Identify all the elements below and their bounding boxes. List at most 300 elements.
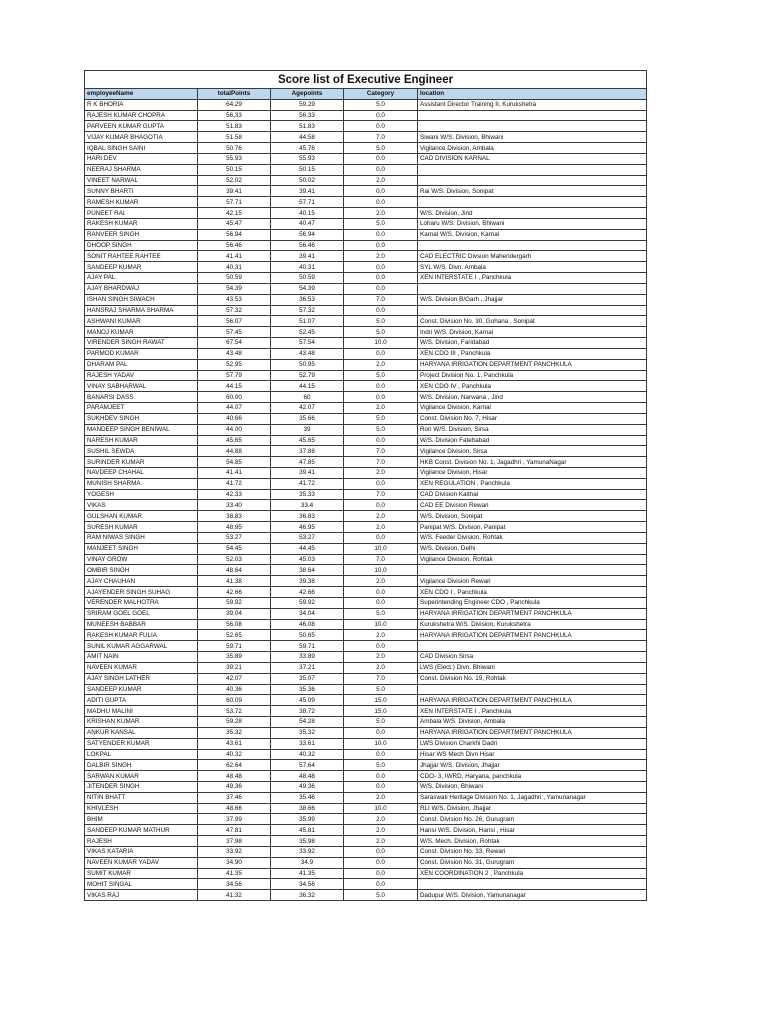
cell-total-points: 56.94 bbox=[198, 229, 271, 240]
table-row bbox=[85, 738, 647, 749]
cell-age-points: 57.32 bbox=[271, 305, 344, 316]
cell-employee-name: MANDEEP SINGH BENIWAL bbox=[85, 424, 198, 435]
cell-age-points: 53.27 bbox=[271, 532, 344, 543]
cell-total-points: 42.15 bbox=[198, 208, 271, 219]
cell-total-points: 41.32 bbox=[198, 890, 271, 901]
cell-age-points: 39.41 bbox=[271, 467, 344, 478]
cell-age-points: 42.66 bbox=[271, 587, 344, 598]
cell-employee-name: AJAY SINGH LATHER bbox=[85, 673, 198, 684]
cell-age-points: 35.46 bbox=[271, 792, 344, 803]
table-row bbox=[85, 240, 647, 251]
table-row bbox=[85, 782, 647, 793]
cell-total-points: 37.99 bbox=[198, 814, 271, 825]
cell-location: CDO- 3, IWRD, Haryana, panchkula bbox=[418, 771, 647, 782]
cell-age-points: 49.36 bbox=[271, 782, 344, 793]
cell-category: 0.0 bbox=[344, 641, 418, 652]
cell-employee-name: VERENDER MALHOTRA bbox=[85, 597, 198, 608]
cell-age-points: 56.46 bbox=[271, 240, 344, 251]
cell-employee-name: RAJESH bbox=[85, 836, 198, 847]
cell-location: W/S. Division Fatehabad bbox=[418, 435, 647, 446]
table-row bbox=[85, 890, 647, 901]
table-row bbox=[85, 760, 647, 771]
table-row bbox=[85, 413, 647, 424]
cell-location: Const. Division No. 30, Gohana , Sonipat bbox=[418, 316, 647, 327]
cell-age-points: 44.58 bbox=[271, 132, 344, 143]
cell-employee-name: RAM NIWAS SINGH bbox=[85, 532, 198, 543]
cell-location: XEN INTERSTATE I , Panchkula bbox=[418, 706, 647, 717]
cell-age-points: 45.03 bbox=[271, 554, 344, 565]
table-row bbox=[85, 619, 647, 630]
cell-employee-name: SANDEEP KUMAR bbox=[85, 262, 198, 273]
cell-category: 10.0 bbox=[344, 543, 418, 554]
cell-category: 0.0 bbox=[344, 782, 418, 793]
table-row bbox=[85, 673, 647, 684]
cell-category: 10.0 bbox=[344, 803, 418, 814]
cell-employee-name: SARWAN KUMAR bbox=[85, 771, 198, 782]
cell-location bbox=[418, 121, 647, 132]
cell-age-points: 45.76 bbox=[271, 143, 344, 154]
cell-total-points: 64.29 bbox=[198, 99, 271, 110]
cell-category: 2.0 bbox=[344, 522, 418, 533]
cell-location: Vigilance Division, Ambala bbox=[418, 143, 647, 154]
cell-total-points: 52.95 bbox=[198, 359, 271, 370]
cell-total-points: 41.38 bbox=[198, 576, 271, 587]
table-row bbox=[85, 132, 647, 143]
cell-employee-name: SRIRAM GOEL GOEL bbox=[85, 608, 198, 619]
cell-age-points: 57.64 bbox=[271, 760, 344, 771]
cell-category: 5.0 bbox=[344, 684, 418, 695]
cell-employee-name: PARMOD KUMAR bbox=[85, 348, 198, 359]
cell-total-points: 33.40 bbox=[198, 500, 271, 511]
cell-location bbox=[418, 164, 647, 175]
table-row bbox=[85, 684, 647, 695]
cell-total-points: 40.31 bbox=[198, 262, 271, 273]
cell-employee-name: VINAY SABHARWAL bbox=[85, 381, 198, 392]
cell-location: W/S. Division, Narwana , Jind bbox=[418, 392, 647, 403]
cell-total-points: 39.04 bbox=[198, 608, 271, 619]
cell-total-points: 60.00 bbox=[198, 392, 271, 403]
cell-age-points: 37.21 bbox=[271, 662, 344, 673]
cell-category: 0.0 bbox=[344, 262, 418, 273]
cell-category: 10.0 bbox=[344, 738, 418, 749]
cell-location: W/S. Division, Faridabad bbox=[418, 338, 647, 349]
cell-total-points: 39.41 bbox=[198, 186, 271, 197]
cell-age-points: 40.32 bbox=[271, 749, 344, 760]
cell-employee-name: SANDEEP KUMAR bbox=[85, 684, 198, 695]
cell-total-points: 52.03 bbox=[198, 554, 271, 565]
table-row bbox=[85, 662, 647, 673]
cell-location: LWS Division Charkhi Dadri bbox=[418, 738, 647, 749]
table-row bbox=[85, 879, 647, 890]
cell-location: CAD DIVISION KARNAL bbox=[418, 153, 647, 164]
cell-category: 2.0 bbox=[344, 208, 418, 219]
cell-category: 0.0 bbox=[344, 153, 418, 164]
cell-category: 7.0 bbox=[344, 554, 418, 565]
table-row bbox=[85, 587, 647, 598]
sheet-title: Score list of Executive Engineer bbox=[85, 71, 647, 89]
table-row bbox=[85, 717, 647, 728]
cell-location: HARYANA IRRIGATION DEPARTMENT PANCHKULA bbox=[418, 359, 647, 370]
cell-employee-name: YOGESH bbox=[85, 489, 198, 500]
cell-age-points: 41.35 bbox=[271, 868, 344, 879]
cell-total-points: 57.45 bbox=[198, 327, 271, 338]
cell-location: CAD ELECTRIC Divsion Mahendergarh bbox=[418, 251, 647, 262]
cell-age-points: 40.47 bbox=[271, 218, 344, 229]
cell-employee-name: IQBAL SINGH SAINI bbox=[85, 143, 198, 154]
table-row bbox=[85, 175, 647, 186]
table-row bbox=[85, 262, 647, 273]
cell-age-points: 51.07 bbox=[271, 316, 344, 327]
cell-employee-name: PUNEET RAI bbox=[85, 208, 198, 219]
cell-category: 0.0 bbox=[344, 121, 418, 132]
cell-location bbox=[418, 641, 647, 652]
table-row bbox=[85, 803, 647, 814]
table-row bbox=[85, 641, 647, 652]
cell-total-points: 56.08 bbox=[198, 619, 271, 630]
cell-age-points: 52.45 bbox=[271, 327, 344, 338]
table-row bbox=[85, 695, 647, 706]
cell-category: 0.0 bbox=[344, 500, 418, 511]
cell-age-points: 35.99 bbox=[271, 814, 344, 825]
table-row bbox=[85, 121, 647, 132]
cell-location: W/S. Division, Sonipat bbox=[418, 511, 647, 522]
cell-employee-name: JITENDER SINGH bbox=[85, 782, 198, 793]
table-row bbox=[85, 208, 647, 219]
table-row bbox=[85, 186, 647, 197]
table-row bbox=[85, 846, 647, 857]
cell-age-points: 39.38 bbox=[271, 576, 344, 587]
table-row bbox=[85, 554, 647, 565]
cell-category: 0.0 bbox=[344, 197, 418, 208]
cell-employee-name: HANSRAJ SHARMA SHARMA bbox=[85, 305, 198, 316]
cell-total-points: 48.95 bbox=[198, 522, 271, 533]
cell-total-points: 57.79 bbox=[198, 370, 271, 381]
cell-total-points: 37.46 bbox=[198, 792, 271, 803]
cell-employee-name: SUMIT KUMAR bbox=[85, 868, 198, 879]
cell-location: Vigilance Division, Karnal bbox=[418, 403, 647, 414]
cell-employee-name: VINEET NARWAL bbox=[85, 175, 198, 186]
table-row bbox=[85, 305, 647, 316]
cell-total-points: 59.92 bbox=[198, 597, 271, 608]
cell-location: Project Division No. 1, Panchkula bbox=[418, 370, 647, 381]
cell-total-points: 57.71 bbox=[198, 197, 271, 208]
cell-location: LWS (Elect.) Divn. Bhiwani bbox=[418, 662, 647, 673]
table-row bbox=[85, 403, 647, 414]
cell-total-points: 44.00 bbox=[198, 424, 271, 435]
cell-age-points: 45.81 bbox=[271, 825, 344, 836]
cell-location: Jhajjar W/S. Division, Jhajjar bbox=[418, 760, 647, 771]
cell-total-points: 41.41 bbox=[198, 251, 271, 262]
cell-category: 2.0 bbox=[344, 403, 418, 414]
table-row bbox=[85, 153, 647, 164]
cell-category: 0.0 bbox=[344, 868, 418, 879]
cell-age-points: 40.31 bbox=[271, 262, 344, 273]
cell-employee-name: NARESH KUMAR bbox=[85, 435, 198, 446]
cell-category: 0.0 bbox=[344, 587, 418, 598]
cell-age-points: 34.9 bbox=[271, 857, 344, 868]
cell-age-points: 55.93 bbox=[271, 153, 344, 164]
cell-location bbox=[418, 565, 647, 576]
cell-employee-name: NAVEEN KUMAR bbox=[85, 662, 198, 673]
cell-location: W/S. Feeder Division, Rohtak bbox=[418, 532, 647, 543]
table-row bbox=[85, 792, 647, 803]
cell-age-points: 56.94 bbox=[271, 229, 344, 240]
table-row bbox=[85, 348, 647, 359]
cell-location: RLI W/S. Division, Jhajjar bbox=[418, 803, 647, 814]
cell-age-points: 40.15 bbox=[271, 208, 344, 219]
cell-location: CAD Division Kaithal bbox=[418, 489, 647, 500]
cell-category: 2.0 bbox=[344, 814, 418, 825]
cell-location bbox=[418, 879, 647, 890]
cell-total-points: 56.33 bbox=[198, 110, 271, 121]
cell-employee-name: NAVEEN KUMAR YADAV bbox=[85, 857, 198, 868]
cell-category: 7.0 bbox=[344, 294, 418, 305]
cell-total-points: 39.21 bbox=[198, 662, 271, 673]
cell-total-points: 35.89 bbox=[198, 652, 271, 663]
table-row bbox=[85, 143, 647, 154]
table-row bbox=[85, 706, 647, 717]
cell-location: Vigilance Division Rewari bbox=[418, 576, 647, 587]
cell-category: 5.0 bbox=[344, 327, 418, 338]
cell-location: Hisar WS Mech Divn Hisar bbox=[418, 749, 647, 760]
cell-location: XEN CDO IV , Panchkula bbox=[418, 381, 647, 392]
cell-location: Ambala W/S. Division, Ambala bbox=[418, 717, 647, 728]
cell-employee-name: OMBIR SINGH bbox=[85, 565, 198, 576]
cell-location: Vigilance Division, Hisar bbox=[418, 467, 647, 478]
cell-category: 2.0 bbox=[344, 792, 418, 803]
table-row bbox=[85, 489, 647, 500]
cell-employee-name: AJAY CHAUHAN bbox=[85, 576, 198, 587]
cell-category: 5.0 bbox=[344, 717, 418, 728]
cell-total-points: 50.15 bbox=[198, 164, 271, 175]
cell-category: 2.0 bbox=[344, 825, 418, 836]
cell-total-points: 43.53 bbox=[198, 294, 271, 305]
cell-employee-name: MADHU MALINI bbox=[85, 706, 198, 717]
cell-age-points: 59.92 bbox=[271, 597, 344, 608]
cell-age-points: 50.15 bbox=[271, 164, 344, 175]
cell-age-points: 45.65 bbox=[271, 435, 344, 446]
cell-total-points: 56.46 bbox=[198, 240, 271, 251]
cell-employee-name: MOHIT SINGAL bbox=[85, 879, 198, 890]
cell-location: Const. Division No. 33, Rewari bbox=[418, 846, 647, 857]
cell-total-points: 55.93 bbox=[198, 153, 271, 164]
cell-category: 5.0 bbox=[344, 608, 418, 619]
cell-employee-name: SUKHDEV SINGH bbox=[85, 413, 198, 424]
cell-total-points: 56.07 bbox=[198, 316, 271, 327]
cell-total-points: 41.35 bbox=[198, 868, 271, 879]
table-row bbox=[85, 630, 647, 641]
cell-location: Loharu W/S. Division, Bhiwani bbox=[418, 218, 647, 229]
cell-category: 2.0 bbox=[344, 251, 418, 262]
cell-employee-name: DHARAM PAL bbox=[85, 359, 198, 370]
cell-total-points: 47.81 bbox=[198, 825, 271, 836]
column-header-age-points: Agepoints bbox=[271, 89, 344, 100]
cell-employee-name: AJAYENDER SINGH SUHAG bbox=[85, 587, 198, 598]
cell-location: Vigilance Division, Sirsa bbox=[418, 446, 647, 457]
cell-age-points: 34.04 bbox=[271, 608, 344, 619]
table-row bbox=[85, 392, 647, 403]
cell-location: CAD Division Sirsa bbox=[418, 652, 647, 663]
table-row bbox=[85, 500, 647, 511]
cell-category: 2.0 bbox=[344, 359, 418, 370]
cell-category: 5.0 bbox=[344, 316, 418, 327]
table-row bbox=[85, 229, 647, 240]
cell-age-points: 35.33 bbox=[271, 489, 344, 500]
cell-category: 0.0 bbox=[344, 240, 418, 251]
table-row bbox=[85, 446, 647, 457]
cell-location: W/S. Division B/Garh , Jhajjar bbox=[418, 294, 647, 305]
cell-employee-name: RAJESH YADAV bbox=[85, 370, 198, 381]
cell-total-points: 53.27 bbox=[198, 532, 271, 543]
table-row bbox=[85, 836, 647, 847]
cell-age-points: 51.83 bbox=[271, 121, 344, 132]
cell-location: HARYANA IRRIGATION DEPARTMENT PANCHKULA bbox=[418, 608, 647, 619]
cell-age-points: 57.71 bbox=[271, 197, 344, 208]
cell-age-points: 57.54 bbox=[271, 338, 344, 349]
cell-age-points: 46.08 bbox=[271, 619, 344, 630]
cell-age-points: 39.41 bbox=[271, 186, 344, 197]
cell-total-points: 34.56 bbox=[198, 879, 271, 890]
cell-category: 2.0 bbox=[344, 576, 418, 587]
cell-location: SYL W/S. Divn. Ambala bbox=[418, 262, 647, 273]
table-row bbox=[85, 99, 647, 110]
cell-category: 7.0 bbox=[344, 446, 418, 457]
cell-age-points: 33.92 bbox=[271, 846, 344, 857]
cell-employee-name: SATYENDER KUMAR bbox=[85, 738, 198, 749]
table-row bbox=[85, 814, 647, 825]
table-row bbox=[85, 424, 647, 435]
cell-employee-name: PARAMJEET bbox=[85, 403, 198, 414]
cell-total-points: 57.32 bbox=[198, 305, 271, 316]
table-row bbox=[85, 467, 647, 478]
cell-total-points: 43.48 bbox=[198, 348, 271, 359]
cell-age-points: 33.61 bbox=[271, 738, 344, 749]
table-row bbox=[85, 532, 647, 543]
cell-employee-name: SUSHIL SEWDA bbox=[85, 446, 198, 457]
cell-total-points: 37.98 bbox=[198, 836, 271, 847]
cell-location: Superintending Engineer CDO , Panchkula bbox=[418, 597, 647, 608]
cell-employee-name: DHOOP SINGH bbox=[85, 240, 198, 251]
table-row bbox=[85, 522, 647, 533]
cell-category: 7.0 bbox=[344, 132, 418, 143]
cell-total-points: 41.72 bbox=[198, 478, 271, 489]
table-row bbox=[85, 273, 647, 284]
cell-age-points: 36.32 bbox=[271, 890, 344, 901]
cell-employee-name: MANJEET SINGH bbox=[85, 543, 198, 554]
cell-employee-name: VINAY GROW bbox=[85, 554, 198, 565]
cell-category: 7.0 bbox=[344, 673, 418, 684]
cell-age-points: 35.36 bbox=[271, 684, 344, 695]
cell-location bbox=[418, 197, 647, 208]
cell-employee-name: RAJESH KUMAR CHOPRA bbox=[85, 110, 198, 121]
table-row bbox=[85, 359, 647, 370]
cell-total-points: 50.76 bbox=[198, 143, 271, 154]
cell-location: Siwani W/S. Division, Bhiwani bbox=[418, 132, 647, 143]
cell-employee-name: RAKESH KUMAR FULIA bbox=[85, 630, 198, 641]
cell-category: 15.0 bbox=[344, 695, 418, 706]
cell-total-points: 41.41 bbox=[198, 467, 271, 478]
cell-age-points: 38.66 bbox=[271, 803, 344, 814]
cell-age-points: 52.79 bbox=[271, 370, 344, 381]
cell-location bbox=[418, 283, 647, 294]
cell-employee-name: GULSHAN KUMAR bbox=[85, 511, 198, 522]
cell-employee-name: NITIN BHATT bbox=[85, 792, 198, 803]
cell-category: 10.0 bbox=[344, 565, 418, 576]
cell-location: CAD EE Division Rewari bbox=[418, 500, 647, 511]
table-row bbox=[85, 749, 647, 760]
cell-category: 0.0 bbox=[344, 597, 418, 608]
cell-age-points: 50.02 bbox=[271, 175, 344, 186]
cell-employee-name: R K BHORIA bbox=[85, 99, 198, 110]
cell-age-points: 35.32 bbox=[271, 727, 344, 738]
cell-age-points: 35.66 bbox=[271, 413, 344, 424]
cell-category: 5.0 bbox=[344, 760, 418, 771]
cell-employee-name: SURINDER KUMAR bbox=[85, 457, 198, 468]
cell-total-points: 40.32 bbox=[198, 749, 271, 760]
cell-age-points: 33.4 bbox=[271, 500, 344, 511]
cell-employee-name: NAVDEEP CHAHAL bbox=[85, 467, 198, 478]
cell-employee-name: RANVEER SINGH bbox=[85, 229, 198, 240]
cell-age-points: 48.48 bbox=[271, 771, 344, 782]
cell-employee-name: MANOJ KUMAR bbox=[85, 327, 198, 338]
cell-age-points: 36.53 bbox=[271, 294, 344, 305]
cell-total-points: 34.90 bbox=[198, 857, 271, 868]
cell-location: Rai W/S. Division, Sonipat bbox=[418, 186, 647, 197]
cell-age-points: 50.59 bbox=[271, 273, 344, 284]
cell-employee-name: BANARSI DASS bbox=[85, 392, 198, 403]
table-row bbox=[85, 868, 647, 879]
cell-total-points: 51.58 bbox=[198, 132, 271, 143]
cell-category: 0.0 bbox=[344, 186, 418, 197]
cell-total-points: 42.66 bbox=[198, 587, 271, 598]
cell-category: 0.0 bbox=[344, 273, 418, 284]
cell-total-points: 52.65 bbox=[198, 630, 271, 641]
cell-category: 0.0 bbox=[344, 435, 418, 446]
cell-employee-name: DALBIR SINGH bbox=[85, 760, 198, 771]
table-row bbox=[85, 608, 647, 619]
cell-total-points: 42.07 bbox=[198, 673, 271, 684]
cell-category: 5.0 bbox=[344, 99, 418, 110]
cell-total-points: 48.48 bbox=[198, 771, 271, 782]
cell-age-points: 35.98 bbox=[271, 836, 344, 847]
table-row bbox=[85, 316, 647, 327]
cell-total-points: 40.36 bbox=[198, 684, 271, 695]
table-row bbox=[85, 576, 647, 587]
cell-location: XEN COORDINATION 2 , Panchkula bbox=[418, 868, 647, 879]
cell-location bbox=[418, 240, 647, 251]
cell-location: XEN INTERSTATE I , Panchkula bbox=[418, 273, 647, 284]
cell-age-points: 56.33 bbox=[271, 110, 344, 121]
cell-age-points: 44.15 bbox=[271, 381, 344, 392]
cell-location: Indri W/S. Division, Karnal bbox=[418, 327, 647, 338]
cell-total-points: 53.72 bbox=[198, 706, 271, 717]
cell-total-points: 44.07 bbox=[198, 403, 271, 414]
cell-category: 0.0 bbox=[344, 305, 418, 316]
cell-location: W/S. Division, Jind bbox=[418, 208, 647, 219]
cell-total-points: 50.59 bbox=[198, 273, 271, 284]
cell-total-points: 45.47 bbox=[198, 218, 271, 229]
cell-category: 0.0 bbox=[344, 532, 418, 543]
cell-category: 10.0 bbox=[344, 338, 418, 349]
cell-employee-name: ANKUR KANSAL bbox=[85, 727, 198, 738]
cell-category: 2.0 bbox=[344, 467, 418, 478]
cell-age-points: 60 bbox=[271, 392, 344, 403]
table-row bbox=[85, 457, 647, 468]
cell-category: 0.0 bbox=[344, 392, 418, 403]
table-row bbox=[85, 511, 647, 522]
cell-total-points: 49.36 bbox=[198, 782, 271, 793]
table-row bbox=[85, 327, 647, 338]
